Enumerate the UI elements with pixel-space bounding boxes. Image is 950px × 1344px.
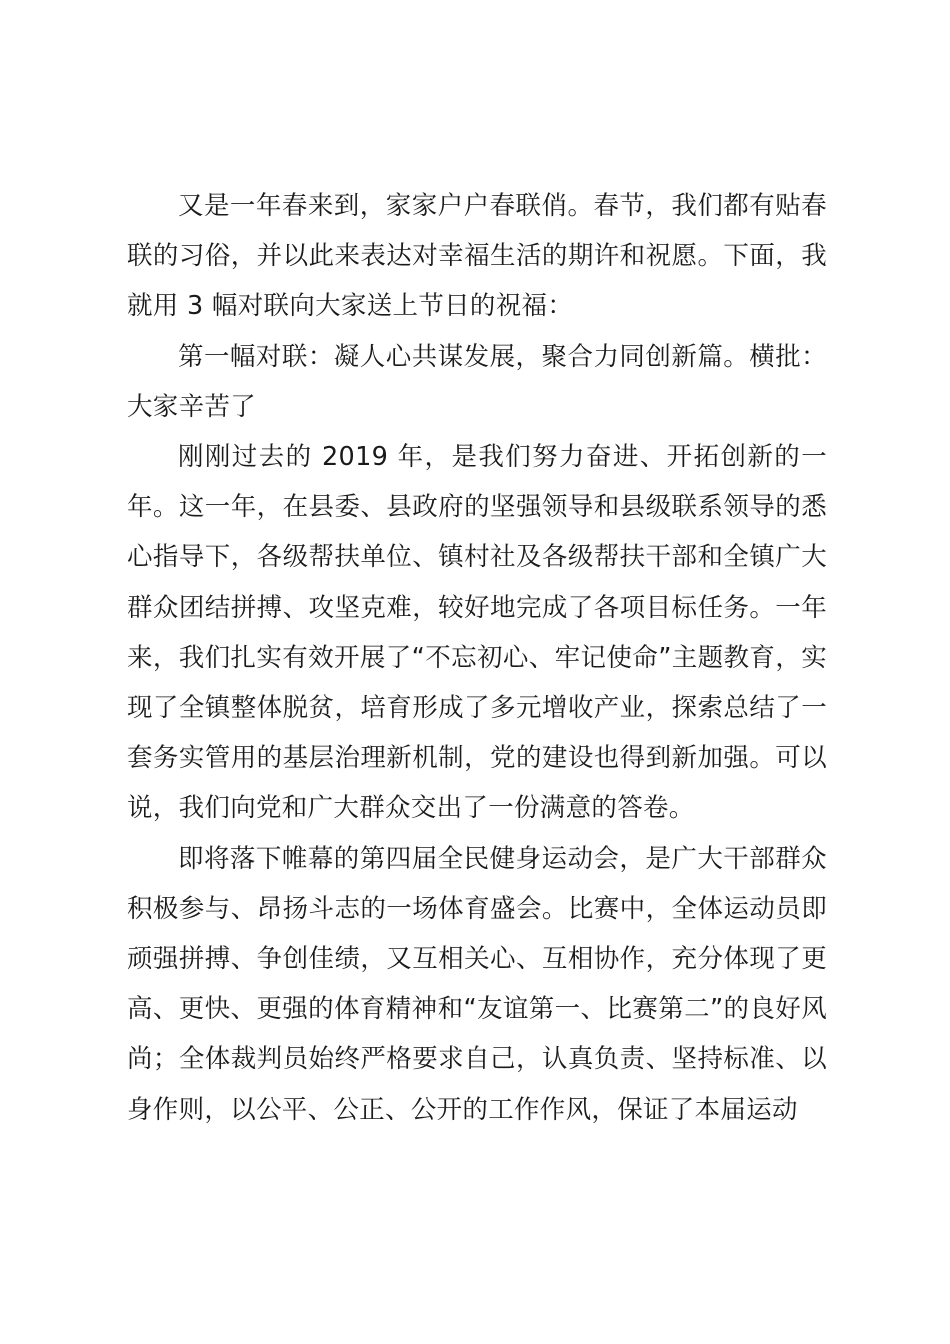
paragraph-first-couplet: 第一幅对联：凝人心共谋发展，聚合力同创新篇。横批：大家辛苦了 bbox=[127, 341, 827, 422]
paragraph-sports-meet: 即将落下帷幕的第四届全民健身运动会，是广大干部群众积极参与、昂扬斗志的一场体育盛会。比赛中，全体运动员即顽强拼搏、争创佳绩，又互相关心、互相协作，充分体现了更高、更快、更强的体育精神和“友谊第一、比赛第二”的良好风尚；全体裁判员始终严格要求自己，认真负责、坚持标准、以身作则，以公平、公正、公开的工作作风，保证了本届运动 bbox=[127, 843, 827, 1125]
paragraph-year-review: 刚刚过去的 2019 年，是我们努力奋进、开拓创新的一年。这一年，在县委、县政府的坚强领导和县级联系领导的悉心指导下，各级帮扶单位、镇村社及各级帮扶干部和全镇广大群众团结拼搏、攻坚克难，较好地完成了各项目标任务。一年来，我们扎实有效开展了“不忘初心、牢记使命”主题教育，实现了全镇整体脱贫，培育形成了多元增收产业，探索总结了一套务实管用的基层治理新机制，党的建设也得到新加强。可以说，我们向党和广大群众交出了一份满意的答卷。 bbox=[127, 442, 827, 824]
paragraph-intro: 又是一年春来到，家家户户春联俏。春节，我们都有贴春联的习俗，并以此来表达对幸福生活的期许和祝愿。下面，我就用 3 幅对联向大家送上节日的祝福： bbox=[127, 191, 827, 322]
document-body bbox=[127, 181, 827, 1135]
